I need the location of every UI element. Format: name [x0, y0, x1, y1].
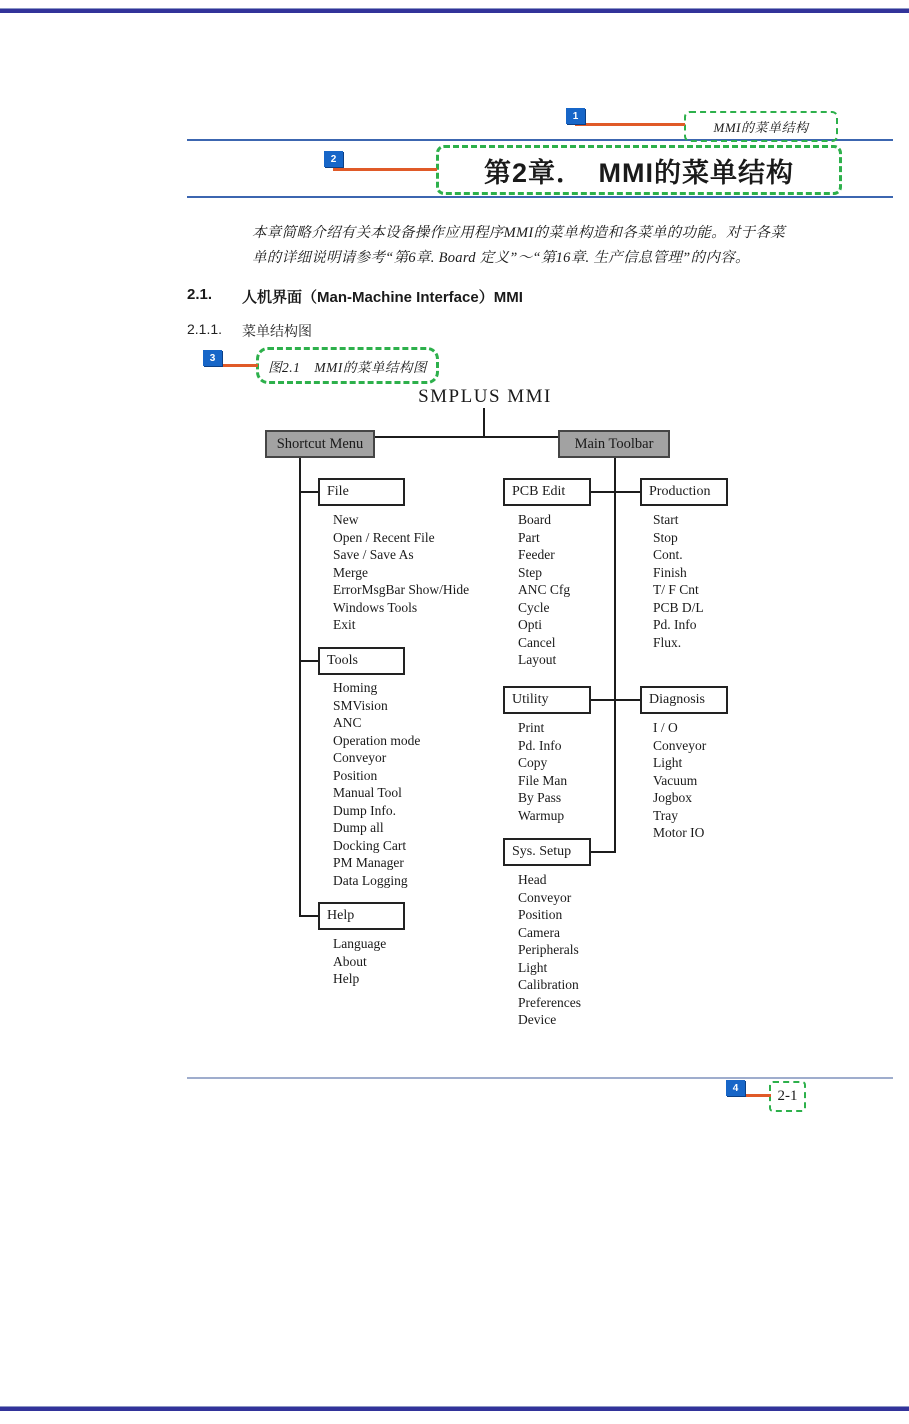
menu-item: Vacuum	[653, 772, 698, 788]
menu-item: Device	[518, 1012, 557, 1027]
callout-3-line	[222, 364, 258, 367]
menu-item: ErrorMsgBar Show/Hide	[333, 582, 470, 597]
callout-2-line	[333, 168, 437, 171]
menu-item: Finish	[653, 564, 687, 580]
menu-item: Pd. Info	[653, 617, 697, 632]
menu-label-production: Production	[649, 484, 711, 499]
section-2-1-number: 2.1.	[187, 286, 213, 303]
menu-item: T/ F Cnt	[653, 582, 699, 597]
callout-2-marker: 2	[324, 151, 343, 167]
menu-box-file	[318, 478, 405, 506]
connector-utility-diagnosis-branch	[591, 699, 640, 701]
main-toolbar-box	[558, 430, 670, 458]
menu-box-utility	[503, 686, 591, 714]
page-top-bar	[0, 8, 909, 13]
menu-item: Homing	[333, 680, 378, 695]
menu-item: Print	[518, 720, 545, 735]
menu-label-pcb-edit: PCB Edit	[512, 484, 566, 499]
main-toolbar-label: Main Toolbar	[574, 435, 654, 452]
menu-box-tools	[318, 647, 405, 675]
menu-item: Preferences	[518, 994, 581, 1010]
connector-root-horizontal	[375, 436, 560, 438]
connector-root-vertical	[483, 408, 485, 437]
callout-1-line	[575, 123, 685, 126]
section-2-1-title: 人机界面（Man-Machine Interface）MMI	[242, 289, 523, 306]
menu-item: Cycle	[518, 599, 550, 615]
running-header-text: MMI的菜单结构	[713, 120, 809, 135]
menu-item: Copy	[518, 755, 548, 770]
menu-item: Manual Tool	[333, 785, 402, 800]
section-2-1-1-title: 菜单结构图	[242, 323, 312, 339]
menu-item: Docking Cart	[333, 837, 407, 853]
connector-file-branch	[299, 491, 318, 493]
connector-tools-branch	[299, 660, 318, 662]
menu-label-utility: Utility	[512, 692, 549, 707]
title-annotation-box	[436, 145, 842, 195]
chapter-title: 第2章． MMI的菜单结构	[484, 157, 794, 188]
menu-item: Jogbox	[653, 790, 693, 805]
diagram-root-label: SMPLUS MMI	[418, 386, 552, 407]
menu-item: Light	[518, 959, 548, 975]
menu-item: Flux.	[653, 634, 682, 650]
menu-item: Part	[518, 529, 540, 545]
menu-item: Head	[518, 872, 547, 887]
connector-pcbedit-production-branch	[591, 491, 640, 493]
menu-item: Windows Tools	[333, 599, 418, 615]
menu-item: About	[333, 953, 367, 969]
menu-item: Board	[518, 512, 551, 527]
page-bottom-bar	[0, 1406, 909, 1411]
menu-item: Language	[333, 936, 387, 951]
menu-item: Start	[653, 512, 679, 527]
menu-item: SMVision	[333, 697, 388, 713]
menu-item: Conveyor	[653, 737, 707, 753]
menu-item: Exit	[333, 617, 356, 632]
connector-help-branch	[299, 915, 318, 917]
menu-item: Dump Info.	[333, 802, 396, 818]
menu-label-tools: Tools	[327, 653, 358, 668]
menu-item: Merge	[333, 564, 368, 580]
menu-items-file	[333, 511, 469, 634]
menu-item: PCB D/L	[653, 599, 704, 615]
menu-item: Data Logging	[333, 872, 408, 888]
menu-item: Calibration	[518, 977, 579, 992]
connector-syssetup-branch	[591, 851, 616, 853]
menu-item: Step	[518, 564, 543, 580]
menu-item: Feeder	[518, 547, 555, 562]
menu-item: Peripherals	[518, 942, 579, 957]
figure-caption-box	[256, 347, 439, 384]
menu-item: PM Manager	[333, 855, 404, 870]
menu-item: Conveyor	[518, 889, 572, 905]
menu-item: Camera	[518, 924, 560, 940]
page-number: 2-1	[777, 1088, 798, 1104]
menu-box-help	[318, 902, 405, 930]
menu-item: Help	[333, 971, 360, 986]
menu-item: Position	[518, 907, 563, 922]
menu-label-sys-setup: Sys. Setup	[512, 844, 572, 859]
menu-item: Tray	[653, 807, 679, 823]
menu-item: ANC	[333, 715, 362, 730]
menu-items-pcb-edit	[518, 511, 570, 669]
shortcut-menu-label: Shortcut Menu	[276, 435, 364, 452]
menu-label-file: File	[327, 484, 349, 499]
menu-box-production	[640, 478, 728, 506]
menu-items-help	[333, 935, 386, 988]
header-annotation-box	[684, 111, 838, 142]
menu-box-diagnosis	[640, 686, 728, 714]
menu-item: Stop	[653, 529, 678, 545]
menu-label-help: Help	[327, 908, 355, 923]
menu-item: Dump all	[333, 820, 384, 835]
callout-4-marker: 4	[726, 1080, 745, 1096]
figure-caption: 图2.1 MMI的菜单结构图	[268, 359, 427, 375]
menu-item: File Man	[518, 772, 568, 788]
menu-item: Conveyor	[333, 750, 387, 765]
connector-center-trunk	[614, 458, 616, 853]
shortcut-menu-box	[265, 430, 375, 458]
callout-3-marker: 3	[203, 350, 222, 366]
menu-box-pcb-edit	[503, 478, 591, 506]
menu-item: Layout	[518, 652, 557, 667]
menu-item: New	[333, 512, 359, 527]
menu-item: Pd. Info	[518, 737, 562, 753]
menu-item: By Pass	[518, 790, 562, 805]
intro-paragraph-line2: 单的详细说明请参考“第6章. Board 定义”～“第16章. 生产信息管理”的内容。	[252, 250, 750, 266]
page-number-box	[769, 1081, 806, 1112]
menu-items-tools	[333, 679, 420, 889]
menu-item: I / O	[653, 720, 678, 735]
menu-item: Warmup	[518, 807, 565, 823]
menu-item: Save / Save As	[333, 547, 414, 562]
menu-items-sys-setup	[518, 871, 581, 1029]
menu-items-production	[653, 511, 704, 651]
title-rule	[187, 196, 893, 198]
menu-items-utility	[518, 719, 567, 824]
connector-left-trunk	[299, 458, 301, 917]
menu-item: Light	[653, 755, 683, 770]
menu-items-diagnosis	[653, 719, 706, 842]
menu-item: ANC Cfg	[518, 582, 571, 597]
menu-label-diagnosis: Diagnosis	[649, 692, 705, 707]
intro-paragraph-line1: 本章简略介绍有关本设备操作应用程序MMI的菜单构造和各菜单的功能。对于各菜	[252, 225, 786, 241]
menu-item: Cont.	[653, 547, 683, 562]
menu-item: Position	[333, 767, 378, 783]
callout-1-marker: 1	[566, 108, 585, 124]
menu-box-sys-setup	[503, 838, 591, 866]
menu-item: Motor IO	[653, 825, 705, 840]
menu-item: Operation mode	[333, 732, 421, 748]
menu-item: Open / Recent File	[333, 529, 435, 545]
menu-item: Cancel	[518, 634, 556, 650]
section-2-1-1-number: 2.1.1.	[187, 321, 223, 337]
menu-item: Opti	[518, 617, 543, 632]
footer-rule	[187, 1077, 893, 1079]
